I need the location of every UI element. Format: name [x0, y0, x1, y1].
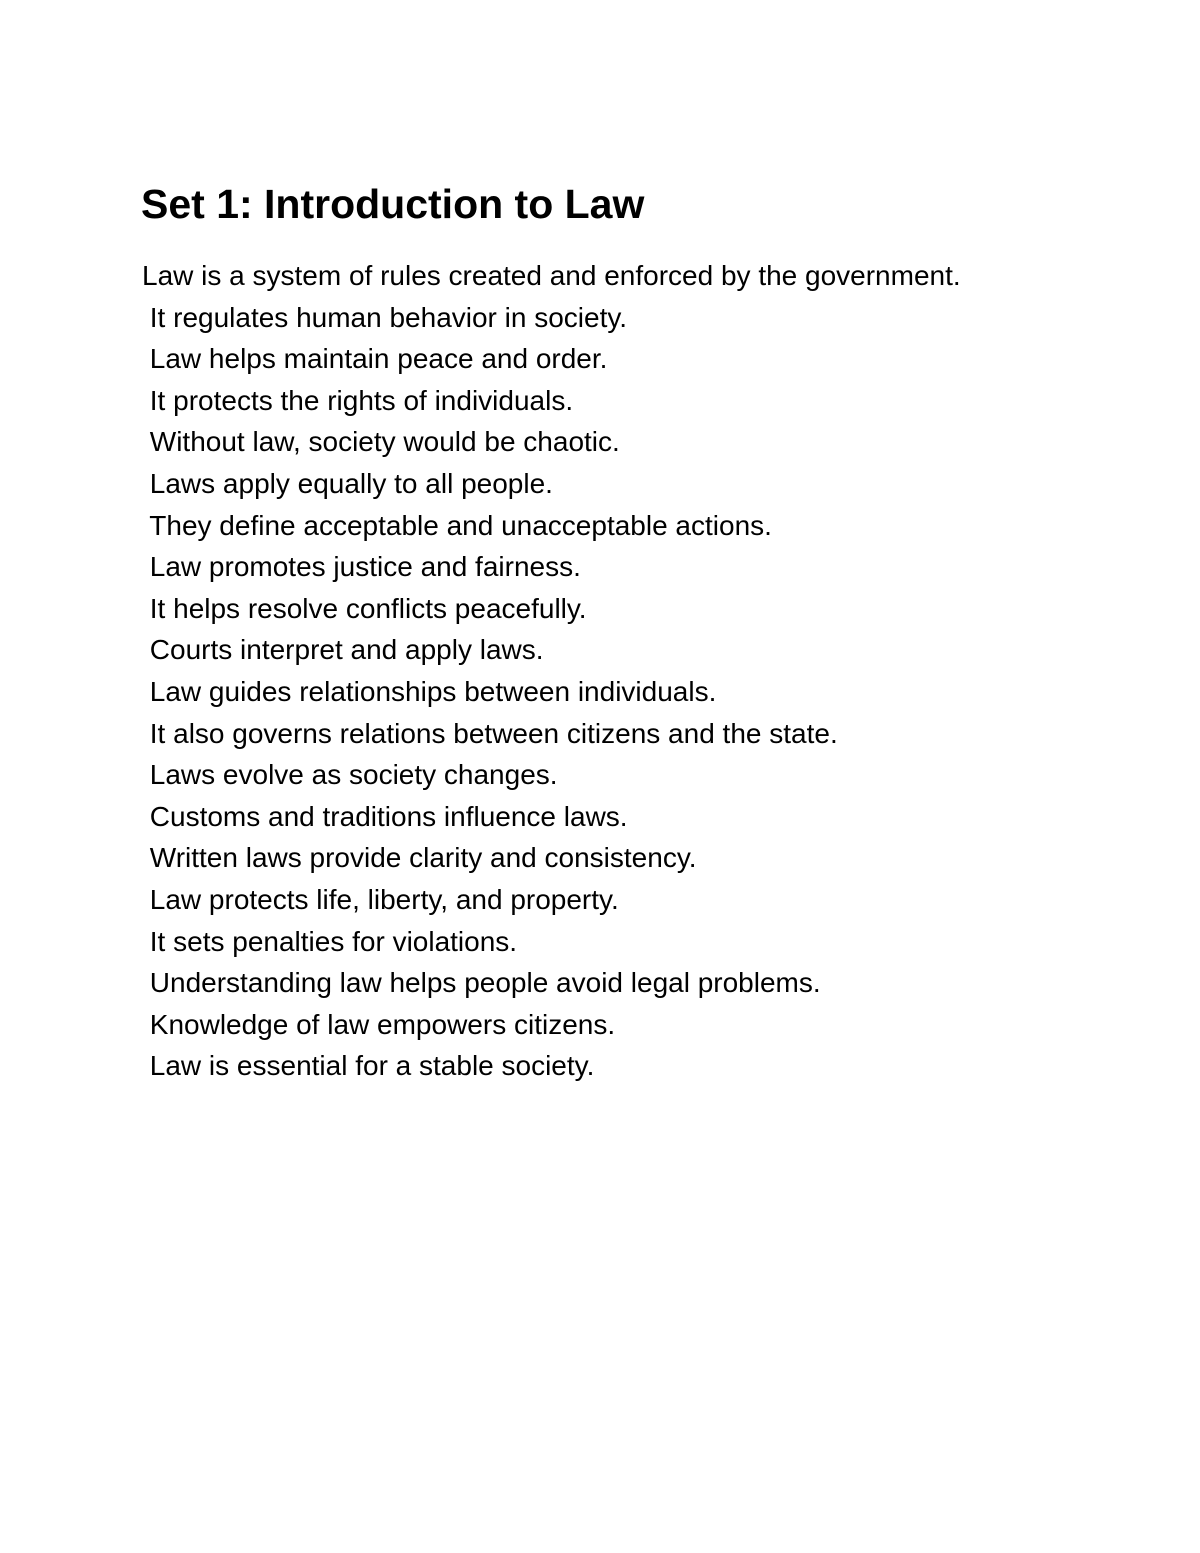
- text-line: It regulates human behavior in society.: [142, 301, 628, 333]
- text-line: Law is a system of rules created and enforced by the government.: [142, 260, 961, 291]
- text-line: Law protects life, liberty, and property.: [142, 883, 619, 915]
- text-line: It helps resolve conflicts peacefully.: [142, 592, 587, 624]
- text-line: Law helps maintain peace and order.: [142, 343, 608, 375]
- page-title: Set 1: Introduction to Law: [141, 181, 645, 227]
- text-line: Law guides relationships between individuals.: [142, 675, 717, 707]
- text-line: Customs and traditions influence laws.: [142, 800, 628, 832]
- text-line: Law is essential for a stable society.: [142, 1050, 595, 1082]
- text-line: Understanding law helps people avoid legal problems.: [142, 967, 821, 999]
- text-line: It sets penalties for violations.: [142, 925, 518, 957]
- text-line: Written laws provide clarity and consistency.: [142, 842, 697, 874]
- text-line: Law promotes justice and fairness.: [142, 551, 581, 583]
- text-line: They define acceptable and unacceptable actions.: [142, 509, 772, 541]
- text-line: It also governs relations between citizens and the state.: [142, 717, 838, 749]
- text-line: Laws evolve as society changes.: [142, 759, 558, 791]
- text-line: Courts interpret and apply laws.: [142, 634, 544, 666]
- text-line: Laws apply equally to all people.: [142, 467, 553, 499]
- text-lines: [142, 255, 961, 1087]
- text-line: Without law, society would be chaotic.: [142, 426, 620, 458]
- text-line: Knowledge of law empowers citizens.: [142, 1008, 616, 1040]
- text-line: It protects the rights of individuals.: [142, 384, 574, 416]
